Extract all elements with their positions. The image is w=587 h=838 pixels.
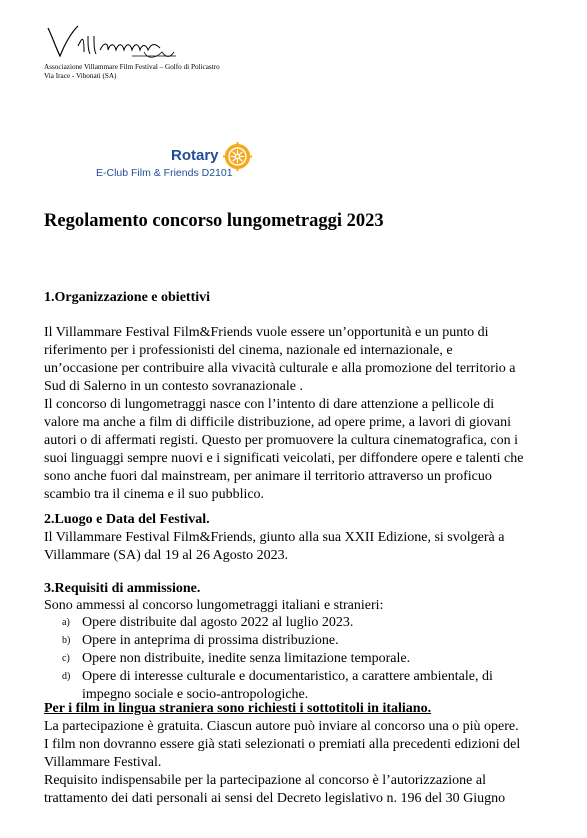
text-line: un’occasione per contribuire alla vivacità culturale e alla promozione del territorio a	[44, 361, 516, 376]
text-line: Villammare (SA) dal 19 al 26 Agosto 2023.	[44, 548, 289, 563]
text-line: La partecipazione è gratuita. Ciascun autore può inviare al concorso una o più opere.	[44, 719, 519, 734]
list-marker: a)	[62, 617, 70, 628]
section-heading-2: 2.Luogo e Data del Festival.	[44, 512, 210, 527]
text-line: autori o di affermati registi. Questo per promuovere la cultura cinematografica, con i	[44, 433, 519, 448]
list-item	[44, 614, 493, 632]
text-line: Il Villammare Festival Film&Friends, giunto alla sua XXII Edizione, si svolgerà a	[44, 530, 505, 545]
festival-signature-logo	[44, 22, 194, 64]
text-line: sono anche fuori dal mainstream, per animare il territorio attraverso un proficuo	[44, 469, 492, 484]
list-item-text: Opere in anteprima di prossima distribuzione.	[82, 633, 339, 648]
text-line: riferimento per i professionisti del cinema, nazionale ed internazionale, e	[44, 343, 453, 358]
rotary-name: Rotary	[171, 147, 219, 164]
association-name: Associazione Villammare Film Festival – Golfo di Policastro	[44, 63, 220, 71]
admission-requirements-list	[44, 614, 493, 704]
list-item	[44, 632, 493, 650]
text-line: scambio tra il cinema e il suo pubblico.	[44, 487, 265, 502]
text-line: Sud di Salerno in un contesto sovranazionale .	[44, 379, 303, 394]
text-line: Il Villammare Festival Film&Friends vuole essere un’opportunità e un punto di	[44, 325, 489, 340]
text-line: I film non dovranno essere già stati selezionati o premiati alla precedenti edizioni del	[44, 737, 521, 752]
text-line: suoi linguaggi sempre nuovi e i significati veicolati, per diffondere opere e talenti che	[44, 451, 524, 466]
section-heading-1: 1.Organizzazione e obiettivi	[44, 290, 211, 305]
list-item	[44, 668, 493, 704]
section-2-body	[44, 529, 504, 565]
text-line: Sono ammessi al concorso lungometraggi italiani e stranieri:	[44, 598, 384, 613]
list-marker: d)	[62, 671, 71, 682]
text-line: Requisito indispensabile per la partecipazione al concorso è l’autorizzazione al	[44, 773, 486, 788]
text-line: Il concorso di lungometraggi nasce con l’intento di dare attenzione a pellicole di	[44, 397, 495, 412]
text-line: trattamento dei dati personali ai sensi del Decreto legislativo n. 196 del 30 Giugno	[44, 791, 506, 806]
subtitles-requirement-note: Per i film in lingua straniera sono richiesti i sottotitoli in italiano.	[44, 701, 432, 716]
text-line: Villammare Festival.	[44, 755, 162, 770]
section-1-body	[44, 324, 523, 504]
list-item-text: impegno sociale e socio-antropologiche.	[82, 687, 309, 702]
association-address: Via Irace - Vibonati (SA)	[44, 72, 117, 80]
list-item-text: Opere distribuite dal agosto 2022 al luglio 2023.	[82, 615, 354, 630]
list-marker: c)	[62, 653, 70, 664]
list-item-text: Opere non distribuite, inedite senza limitazione temporale.	[82, 651, 411, 666]
list-item	[44, 650, 493, 668]
rotary-club-name: E-Club Film & Friends D2101	[96, 167, 233, 179]
section-3-intro	[44, 597, 383, 615]
document-title: Regolamento concorso lungometraggi 2023	[44, 211, 384, 231]
section-heading-3: 3.Requisiti di ammissione.	[44, 581, 201, 596]
text-line: valore ma anche a film di difficile distribuzione, ad opere prime, a lavori di giovani	[44, 415, 512, 430]
section-3-body	[44, 718, 520, 808]
list-item-text: Opere di interesse culturale e documentaristico, a carattere ambientale, di	[82, 669, 493, 684]
list-marker: b)	[62, 635, 71, 646]
